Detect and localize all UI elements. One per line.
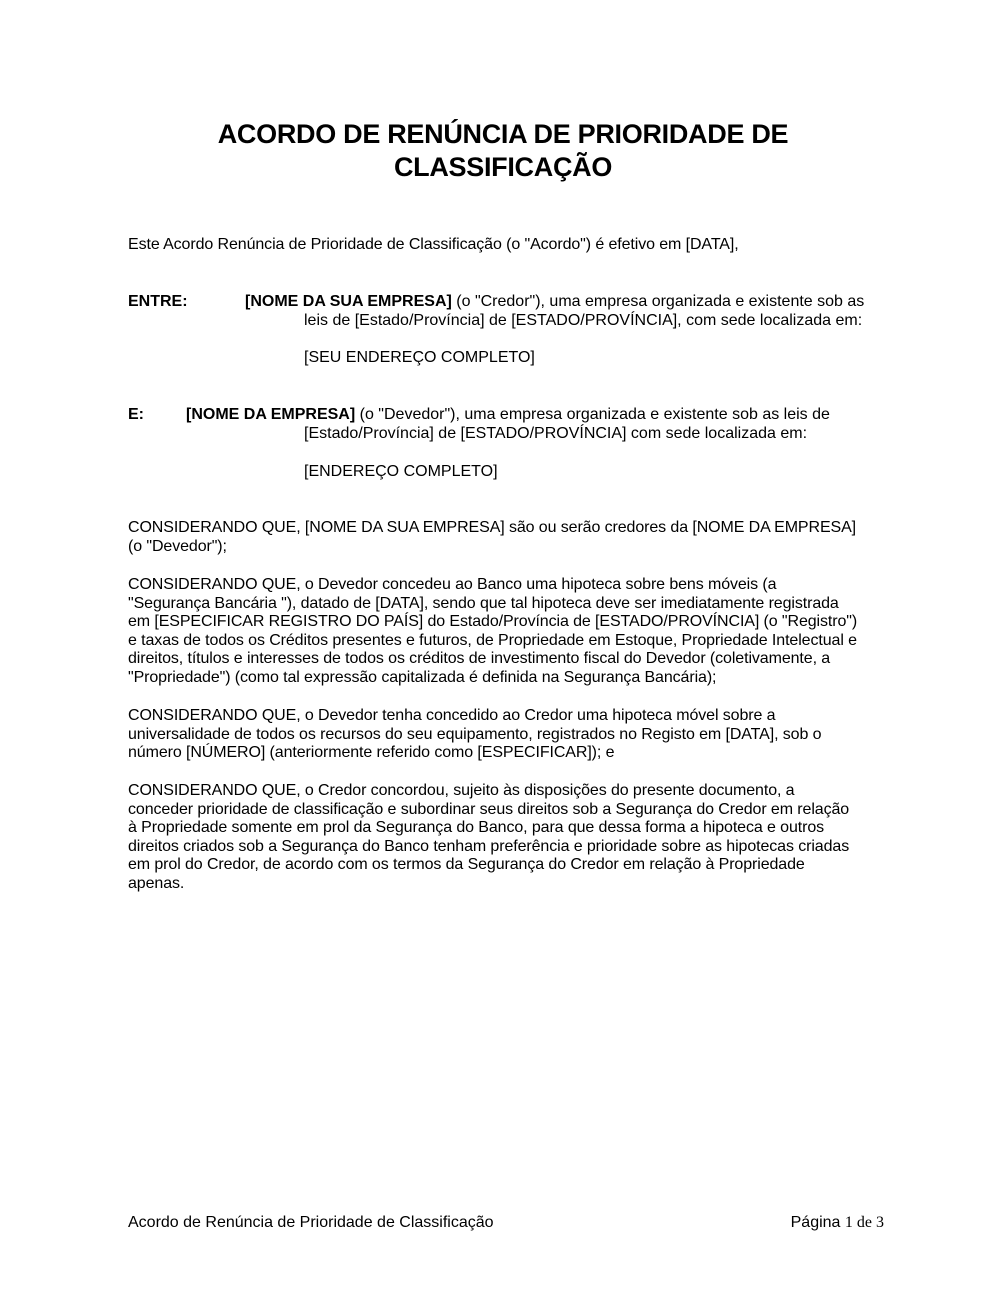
- party2-address: [ENDEREÇO COMPLETO]: [304, 463, 498, 480]
- recital-2: [128, 576, 888, 688]
- party1-line1-rest: (o "Credor"), uma empresa organizada e existente sob as: [451, 293, 865, 310]
- recital-line: e taxas de todos os Créditos presentes e futuros, de Propriedade em Estoque, Propriedade Intelectual e: [128, 631, 857, 649]
- recital-line: CONSIDERANDO QUE, o Devedor tenha concedido ao Credor uma hipoteca móvel sobre a: [128, 707, 776, 724]
- recital-line: em prol do Credor, de acordo com os termos da Segurança do Credor em relação à Propriedade: [128, 856, 805, 874]
- recital-line: direitos, títulos e interesses de todos os créditos de investimento fiscal do Devedor (coletivamente, a: [128, 650, 831, 668]
- title-line-2: CLASSIFICAÇÃO: [393, 152, 613, 182]
- recital-line: apenas.: [128, 874, 185, 892]
- page-current: 1: [844, 1214, 853, 1231]
- recital-line: em [ESPECIFICAR REGISTRO DO PAÍS] do Estado/Província de [ESTADO/PROVÍNCIA] (o "Registro"): [128, 613, 858, 631]
- recital-line: número [NÚMERO] (anteriormente referido como [ESPECIFICAR]); e: [128, 744, 615, 762]
- recital-line: "Propriedade") (como tal expressão capitalizada é definida na Segurança Bancária);: [128, 668, 717, 686]
- party1-line2: leis de [Estado/Província] de [ESTADO/PROVÍNCIA], com sede localizada em:: [304, 312, 863, 329]
- recital-4: [128, 782, 888, 894]
- party1-line1: [245, 293, 864, 312]
- recital-1: [128, 519, 888, 556]
- party2-line1-rest: (o "Devedor"), uma empresa organizada e existente sob as leis de: [355, 406, 830, 423]
- intro-paragraph: Este Acordo Renúncia de Prioridade de Classificação (o "Acordo") é efetivo em [DATA],: [128, 236, 739, 253]
- footer-document-title: Acordo de Renúncia de Prioridade de Classificação: [128, 1214, 494, 1231]
- document-title: [128, 118, 878, 184]
- page-of: de: [852, 1214, 876, 1231]
- party2-name: [NOME DA EMPRESA]: [186, 406, 356, 423]
- party1-address: [SEU ENDEREÇO COMPLETO]: [304, 349, 535, 366]
- party2-line2: [Estado/Província] de [ESTADO/PROVÍNCIA] com sede localizada em:: [304, 425, 808, 442]
- recital-line: universalidade de todos os recursos do seu equipamento, registrados no Registo em [DATA], sob o: [128, 725, 822, 743]
- party1-name: [NOME DA SUA EMPRESA]: [245, 293, 452, 310]
- party2-line1: [186, 406, 830, 425]
- recital-line: CONSIDERANDO QUE, [NOME DA SUA EMPRESA] são ou serão credores da [NOME DA EMPRESA]: [128, 519, 857, 536]
- page-label: Página: [790, 1214, 845, 1231]
- page-total: 3: [876, 1214, 884, 1231]
- recital-line: conceder prioridade de classificação e subordinar seus direitos sob a Segurança do Credor em relação: [128, 800, 850, 818]
- recital-line: "Segurança Bancária "), datado de [DATA], sendo que tal hipoteca deve ser imediatamente registrada: [128, 594, 839, 612]
- footer-page-number: [791, 1214, 884, 1232]
- recital-line: à Propriedade somente em prol da Segurança do Banco, para que dessa forma a hipoteca e outros: [128, 819, 825, 837]
- recital-line: (o "Devedor");: [128, 537, 227, 555]
- recital-line: CONSIDERANDO QUE, o Devedor concedeu ao Banco uma hipoteca sobre bens móveis (a: [128, 576, 777, 593]
- party1-label: ENTRE:: [128, 293, 188, 310]
- party2-label: E:: [128, 406, 144, 423]
- title-line-1: ACORDO DE RENÚNCIA DE PRIORIDADE DE: [217, 119, 789, 149]
- recital-line: CONSIDERANDO QUE, o Credor concordou, sujeito às disposições do presente documento, a: [128, 782, 795, 799]
- recital-line: direitos criados sob a Segurança do Banco tenham preferência e prioridade sobre as hipotecas criadas: [128, 837, 850, 855]
- recital-3: [128, 707, 888, 763]
